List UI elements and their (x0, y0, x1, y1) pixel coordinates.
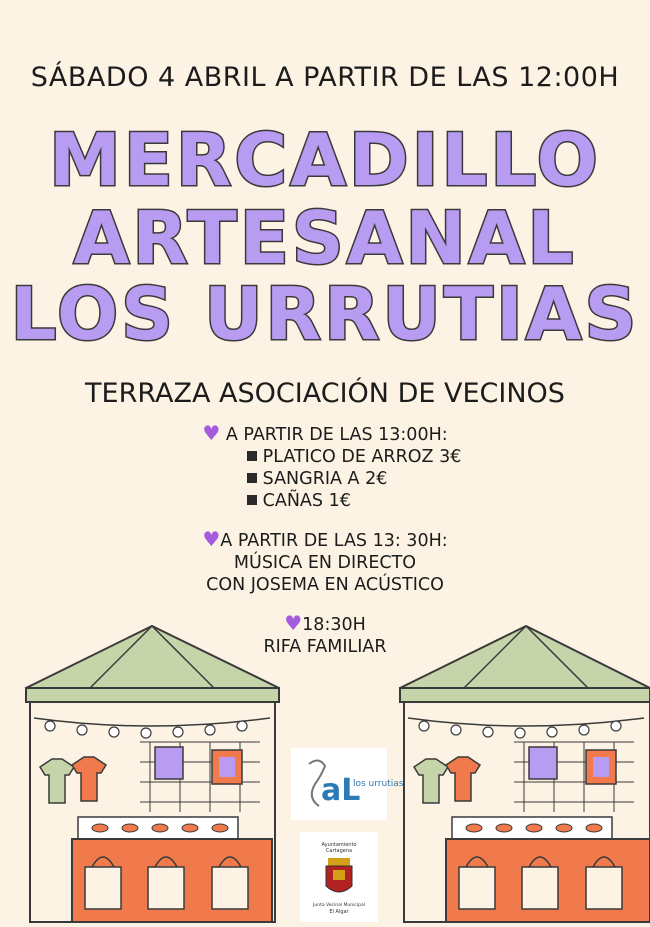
black-square-icon (247, 473, 257, 483)
svg-text:aL: aL (321, 773, 361, 808)
seahorse-logo-icon (291, 748, 404, 820)
association-logo (291, 748, 404, 820)
market-stall-illustration (20, 622, 285, 922)
coat-of-arms-icon (300, 832, 378, 922)
svg-text:Ayuntamiento: Ayuntamiento (321, 842, 357, 848)
schedule-2-line-2: CON JOSEMA EN ACÚSTICO (206, 575, 444, 595)
title-line-3: LOS URRUTIAS (10, 272, 640, 356)
svg-text:Junta Vecinal Municipal: Junta Vecinal Municipal (313, 903, 365, 908)
venue: TERRAZA ASOCIACIÓN DE VECINOS (85, 378, 565, 409)
city-council-logo (300, 832, 378, 922)
list-item: CAÑAS 1€ (247, 490, 462, 512)
purple-heart-icon: ♥ (284, 611, 303, 635)
list-item: PLATICO DE ARROZ 3€ (247, 446, 462, 468)
black-square-icon (247, 495, 257, 505)
svg-text:El Algar: El Algar (329, 909, 349, 915)
date-line: SÁBADO 4 ABRIL A PARTIR DE LAS 12:00H (30, 62, 620, 93)
schedule-3-line-1: RIFA FAMILIAR (263, 637, 387, 657)
svg-text:Cartagena: Cartagena (325, 848, 353, 854)
schedule-2-heading: A PARTIR DE LAS 13: 30H: (220, 531, 448, 551)
schedule-block-2 (0, 528, 650, 596)
list-item: SANGRIA A 2€ (247, 468, 462, 490)
black-square-icon (247, 451, 257, 461)
schedule-block-1 (0, 422, 650, 512)
title-line-2: ARTESANAL (73, 196, 577, 280)
menu-list (247, 446, 462, 512)
schedule-2-line-1: MÚSICA EN DIRECTO (233, 553, 417, 573)
schedule-1-heading: A PARTIR DE LAS 13:00H: (225, 425, 448, 445)
logo1-text: los urrutias (353, 779, 404, 789)
purple-heart-icon: ♥ (202, 421, 221, 445)
market-stall-illustration (394, 622, 650, 922)
purple-heart-icon: ♥ (202, 527, 221, 551)
schedule-3-heading: 18:30H (302, 615, 366, 635)
title-line-1: MERCADILLO (49, 118, 601, 202)
